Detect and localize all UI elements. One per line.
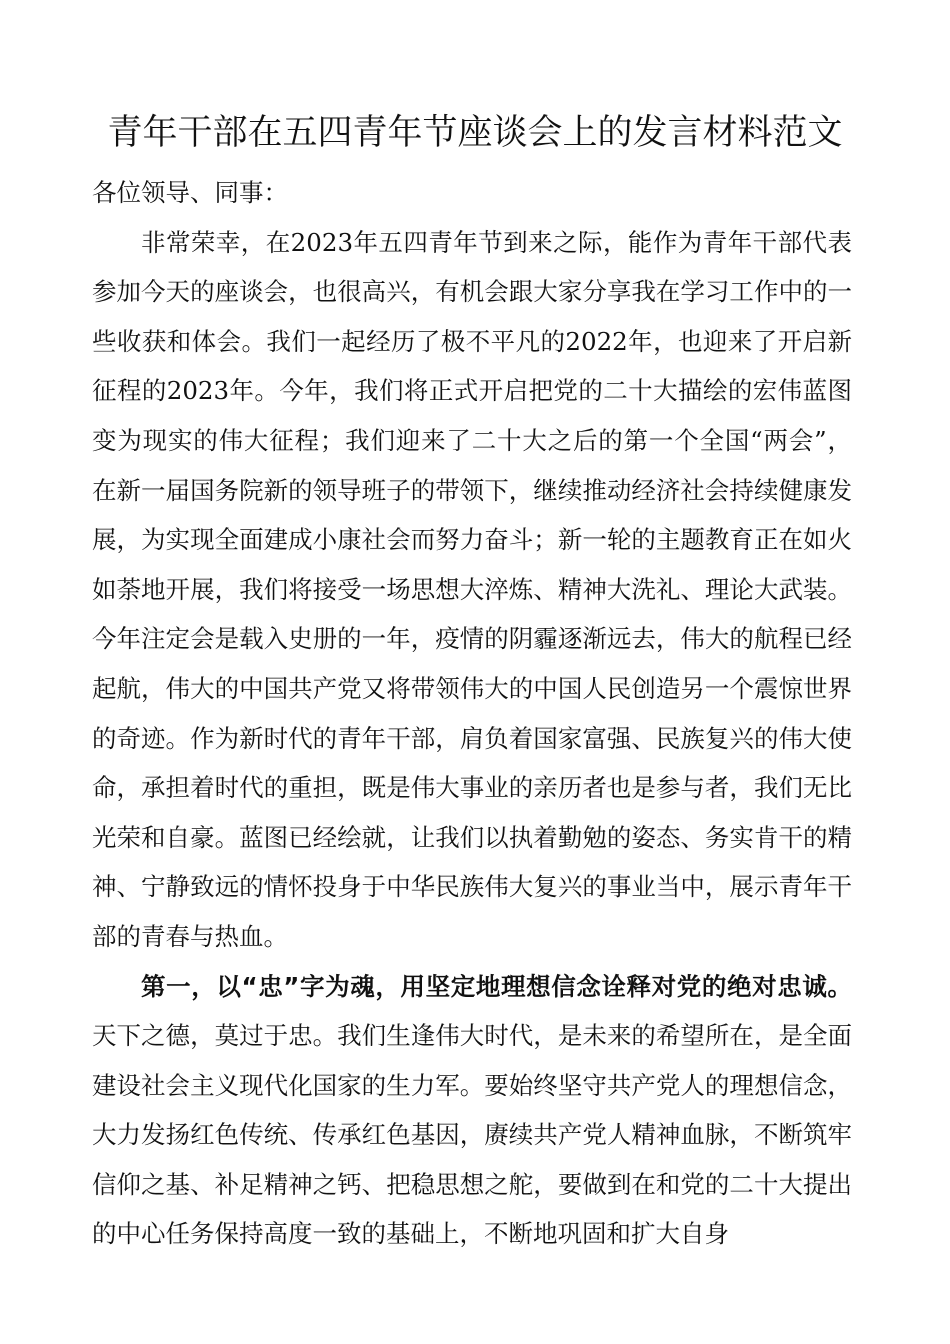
salutation: 各位领导、同事： bbox=[92, 178, 288, 207]
paragraph-opening: 非常荣幸，在2023年五四青年节到来之际，能作为青年干部代表参加今天的座谈会，也很高兴，有机会跟大家分享我在学习工作中的一些收获和体会。我们一起经历了极不平凡的2022年，也迎来了开启新征程的2023年。今年，我们将正式开启把党的二十大描绘的宏伟蓝图变为现实的伟大征程；我们迎来了二十大之后的第一个全国“两会”，在新一届国务院新的领导班子的带领下，继续推动经济社会持续健康发展，为实现全面建成小康社会而努力奋斗；新一轮的主题教育正在如火如荼地开展，我们将接受一场思想大淬炼、精神大洗礼、理论大武装。今年注定会是载入史册的一年，疫情的阴霾逐渐远去，伟大的航程已经起航，伟大的中国共产党又将带领伟大的中国人民创造另一个震惊世界的奇迹。作为新时代的青年干部，肩负着国家富强、民族复兴的伟大使命，承担着时代的重担，既是伟大事业的亲历者也是参与者，我们无比光荣和自豪。蓝图已经绘就，让我们以执着勤勉的姿态、务实肯干的精神、宁静致远的情怀投身于中华民族伟大复兴的事业当中，展示青年干部的青春与热血。 bbox=[92, 227, 852, 951]
document-body bbox=[92, 168, 852, 1259]
first-point-body: 天下之德，莫过于忠。我们生逢伟大时代，是未来的希望所在，是全面建设社会主义现代化国家的生力军。要始终坚守共产党人的理想信念，大力发扬红色传统、传承红色基因，赓续共产党人精神血脉，不断筑牢信仰之基、补足精神之钙、把稳思想之舵，要做到在和党的二十大提出的中心任务保持高度一致的基础上，不断地巩固和扩大自身 bbox=[92, 1021, 852, 1249]
paragraph-first-point bbox=[92, 962, 852, 1260]
document-title: 青年干部在五四青年节座谈会上的发言材料范文 bbox=[107, 113, 843, 153]
first-point-heading: 第一，以“忠”字为魂，用坚定地理想信念诠释对党的绝对忠诚。 bbox=[141, 971, 852, 1001]
